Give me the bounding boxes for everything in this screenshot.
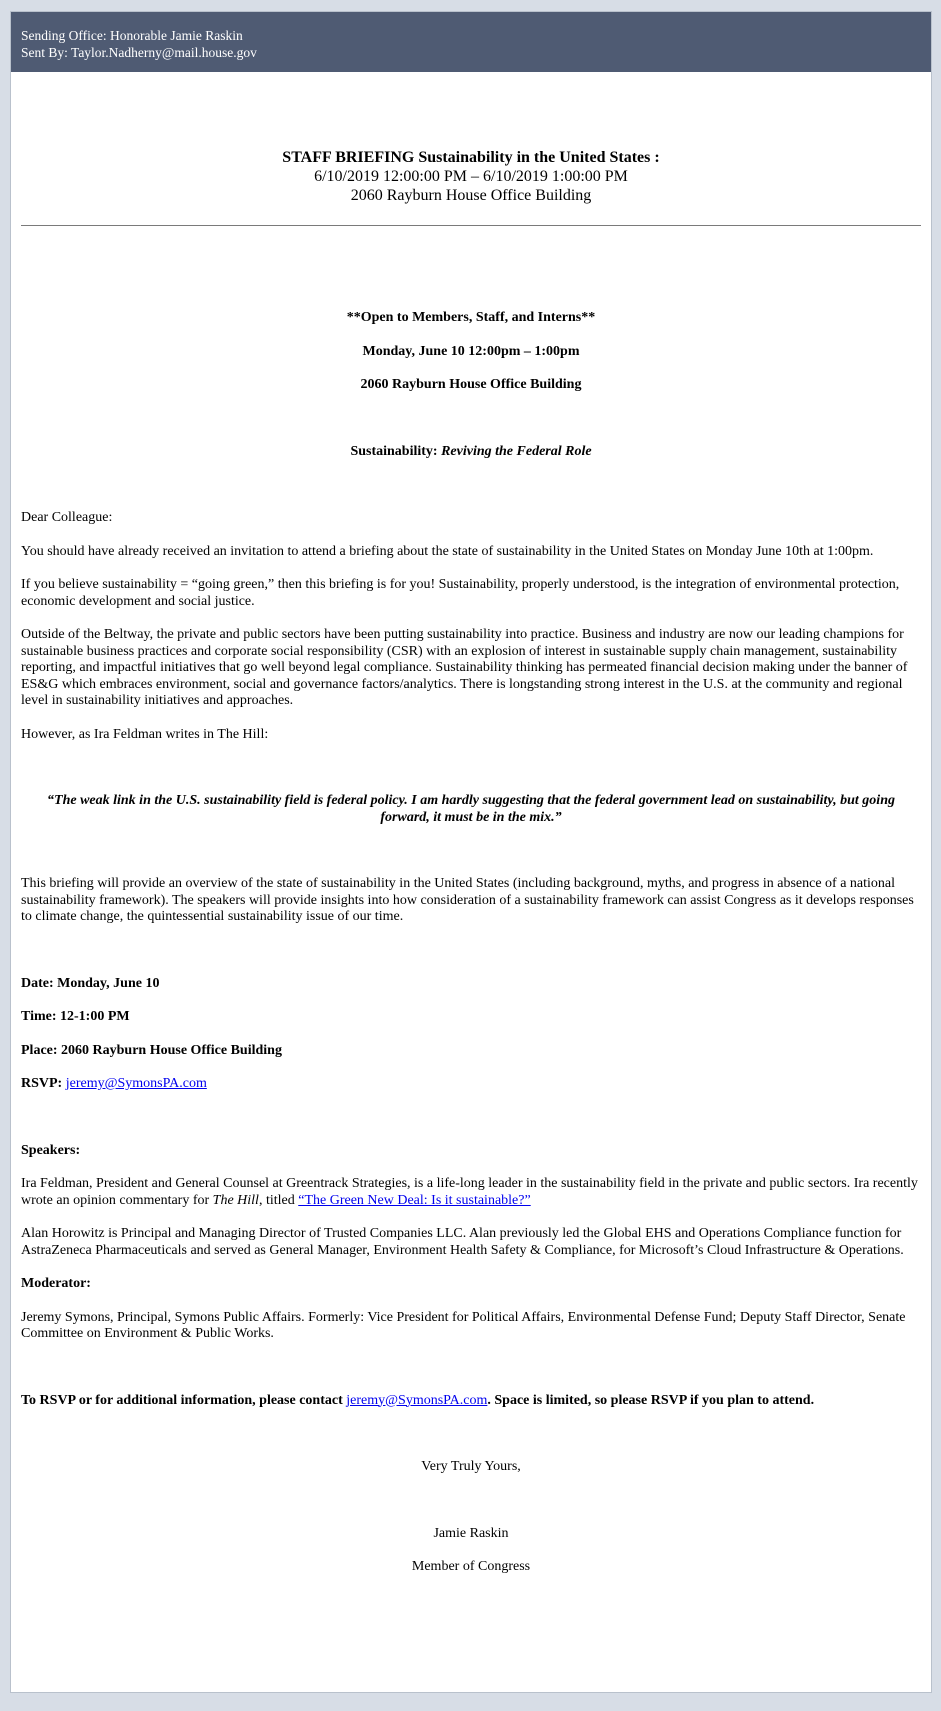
topic-line: [21, 444, 921, 461]
closing-rsvp-post: . Space is limited, so please RSVP if you plan to attend.: [487, 1392, 815, 1408]
speaker-2: Alan Horowitz is Principal and Managing Director of Trusted Companies LLC. Alan previously led the Global EHS and Operations Compliance function for AstraZeneca Pharmaceuticals and served as General Manager, Environment Health Safety & Compliance, for Microsoft’s Cloud Infrastructure & Operations.: [21, 1226, 904, 1258]
rsvp-label: RSVP:: [21, 1076, 66, 1091]
speaker-1: [21, 1176, 921, 1209]
paragraph-1: You should have already received an invitation to attend a briefing about the state of sustainability in the United States on Monday June 10th at 1:00pm.: [21, 543, 874, 559]
topic-label: Sustainability:: [350, 443, 442, 459]
green-new-deal-link[interactable]: “The Green New Deal: Is it sustainable?”: [298, 1192, 531, 1208]
detail-place: Place: 2060 Rayburn House Office Building: [21, 1042, 282, 1058]
where-line: 2060 Rayburn House Office Building: [360, 377, 582, 392]
email-message: [10, 11, 932, 1693]
topic-subtitle: Reviving the Federal Role: [441, 443, 592, 459]
signoff: Very Truly Yours,: [421, 1459, 521, 1474]
speaker-1-text: Ira Feldman, President and General Counsel at Greentrack Strategies, is a life-long leader in the sustainability field in the private and public sectors. Ira recently wrote an opinion commentary for: [21, 1176, 918, 1208]
closing-rsvp-pre: To RSVP or for additional information, please contact: [21, 1392, 347, 1408]
moderator-bio: Jeremy Symons, Principal, Symons Public Affairs. Formerly: Vice President for Political Affairs, Environmental Defense Fund; Deputy Staff Director, Senate Committee on Environment & Public Works.: [21, 1309, 906, 1341]
detail-rsvp: [21, 1076, 921, 1093]
closing-rsvp: [21, 1393, 921, 1410]
salutation: Dear Colleague:: [21, 510, 113, 525]
event-datetime: 6/10/2019 12:00:00 PM – 6/10/2019 1:00:00 PM: [314, 168, 628, 185]
closing-rsvp-email-link[interactable]: jeremy@SymonsPA.com: [346, 1392, 488, 1408]
event-location: 2060 Rayburn House Office Building: [350, 187, 592, 204]
sending-office: Sending Office: Honorable Jamie Raskin: [21, 28, 243, 43]
signature-role: Member of Congress: [411, 1559, 531, 1574]
paragraph-4: However, as Ira Feldman writes in The Hill:: [21, 726, 269, 742]
signature-name: Jamie Raskin: [433, 1525, 509, 1541]
when-line: Monday, June 10 12:00pm – 1:00pm: [362, 343, 580, 359]
detail-time: Time: 12-1:00 PM: [21, 1009, 130, 1024]
sent-by: Sent By: Taylor.Nadherny@mail.house.gov: [21, 45, 257, 60]
event-summary: [21, 148, 921, 205]
speaker-1-publication: The Hill: [212, 1192, 259, 1208]
rsvp-email-link[interactable]: jeremy@SymonsPA.com: [65, 1076, 207, 1091]
paragraph-2: If you believe sustainability = “going green,” then this briefing is for you! Sustainability, properly understood, is the integration of environmental protection, economic development and social justice.: [21, 577, 900, 609]
quote: “The weak link in the U.S. sustainability field is federal policy. I am hardly suggesting that the federal government lead on sustainability, but going forward, it must be in the mix.”: [47, 793, 895, 825]
open-to-line: **Open to Members, Staff, and Interns**: [346, 310, 596, 325]
event-title: STAFF BRIEFING Sustainability in the United States :: [282, 149, 660, 166]
paragraph-3: Outside of the Beltway, the private and public sectors have been putting sustainability into practice. Business and industry are now our leading champions for sustainable business practices and corporate social responsibility (CSR) with an explosion of interest in sustainable supply chain management, sustainability reporting, and impactful initiatives that go well beyond legal compliance. Sustainability thinking has permeated financial decision making under the banner of ES&G which embraces environment, social and governance factors/analytics. There is longstanding strong interest in the U.S. at the community and regional level in sustainability initiatives and approaches.: [21, 627, 908, 708]
detail-date: Date: Monday, June 10: [21, 975, 160, 991]
speaker-1-titled: , titled: [258, 1192, 299, 1208]
email-header: [11, 12, 931, 72]
moderator-heading: Moderator:: [21, 1276, 91, 1291]
email-body: [11, 148, 931, 1576]
speakers-heading: Speakers:: [21, 1142, 81, 1158]
paragraph-5: This briefing will provide an overview of the state of sustainability in the United States (including background, myths, and progress in absence of a national sustainability framework). The speakers will provide insights into how consideration of a sustainability framework can assist Congress as it develops responses to climate change, the quintessential sustainability issue of our time.: [21, 876, 914, 924]
